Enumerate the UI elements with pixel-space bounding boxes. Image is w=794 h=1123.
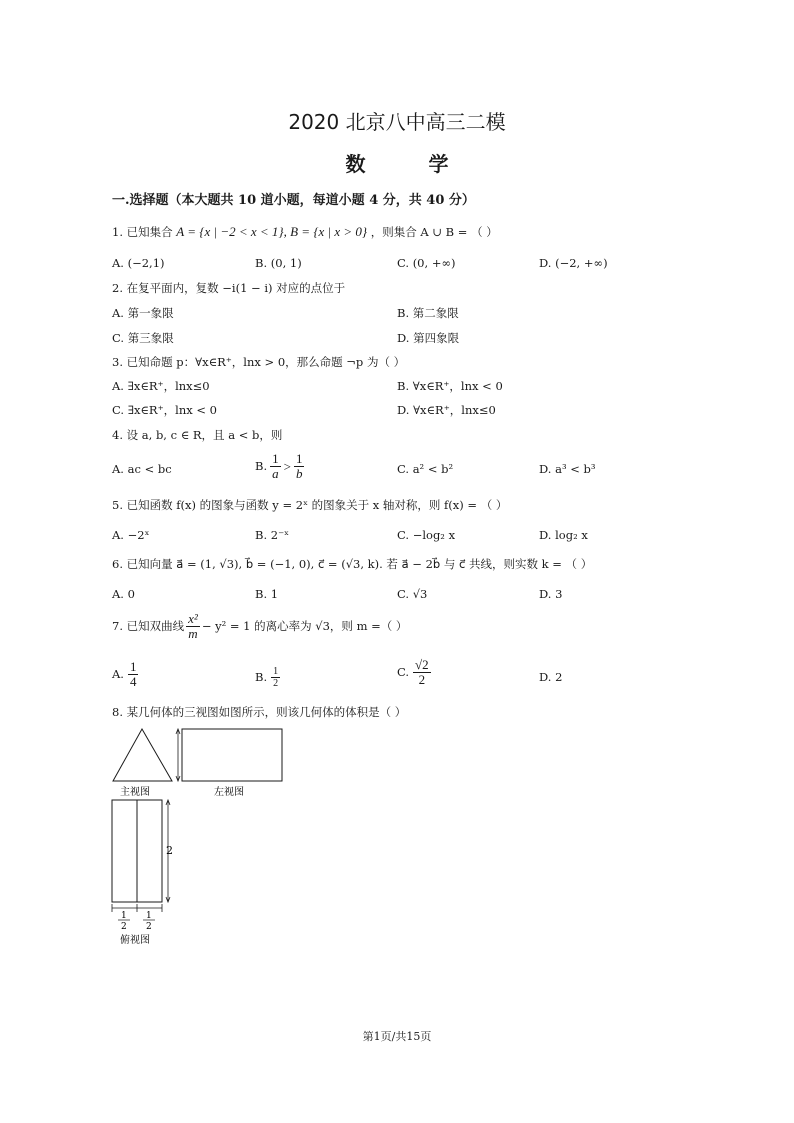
q4-option-c: C. a² < b² [397, 462, 454, 476]
question-7-prefix: 7. 已知双曲线 [112, 619, 185, 634]
q2-option-d: D. 第四象限 [397, 331, 460, 345]
q1-option-c: C. (0, +∞) [397, 256, 456, 270]
q6-option-c: C. √3 [397, 587, 428, 601]
q3-option-a: A. ∃x∈R⁺，lnx≤0 [112, 379, 210, 393]
q7-option-a-letter: A. [112, 667, 124, 682]
q4-frac-1-num: 1 [272, 451, 279, 466]
q1-option-a: A. (−2,1) [112, 256, 165, 270]
page-title: 2020 北京八中高三二模 [288, 110, 506, 134]
q7-option-b-den: 2 [273, 678, 279, 689]
question-4: 4. 设 a, b, c ∈ R，且 a < b，则 [112, 428, 283, 442]
q4-option-b [255, 452, 304, 482]
q2-option-c: C. 第三象限 [112, 331, 174, 345]
q4-option-a: A. ac < bc [112, 462, 172, 476]
question-5: 5. 已知函数 f(x) 的图象与函数 y = 2ˣ 的图象关于 x 轴对称，则 f(x) = （ ） [112, 498, 508, 512]
question-1-suffix: ，则集合 A ∪ B = （ ） [370, 225, 498, 239]
q3-option-b: B. ∀x∈R⁺，lnx < 0 [397, 379, 503, 393]
q4-frac-2 [294, 452, 305, 482]
q4-frac-1-den: a [272, 466, 279, 482]
q2-option-a: A. 第一象限 [112, 306, 174, 320]
q7-option-c-frac [413, 658, 431, 688]
question-8: 8. 某几何体的三视图如图所示，则该几何体的体积是（ ） [112, 705, 407, 719]
q1-option-d: D. (−2, +∞) [539, 256, 608, 270]
subject-title: 数 学 [345, 152, 477, 176]
q5-option-d: D. log₂ x [539, 528, 588, 542]
question-6: 6. 已知向量 a⃗ = (1, √3), b⃗ = (−1, 0), c⃗ = (√3, k). 若 a⃗ − 2b⃗ 与 c⃗ 共线，则实数 k = （ ） [112, 557, 593, 571]
question-2: 2. 在复平面内，复数 −i(1 − i) 对应的点位于 [112, 281, 346, 295]
q7-stem-frac [186, 612, 200, 642]
q4-frac-2-num: 1 [295, 451, 303, 466]
dim-half-left-den: 2 [121, 922, 127, 932]
q7-option-a-frac [128, 660, 139, 690]
q6-option-b: B. 1 [255, 587, 279, 601]
q1-option-b: B. (0, 1) [255, 256, 302, 270]
dim-half-right-num: 1 [146, 911, 152, 921]
q4-frac-1 [270, 452, 281, 482]
q7-option-b-frac [271, 666, 280, 689]
q7-option-c-letter: C. [397, 665, 410, 680]
q7-option-a [112, 660, 138, 690]
dim-half-right-den: 2 [146, 922, 152, 932]
side-view-label: 左视图 [214, 787, 244, 798]
q5-option-b: B. 2⁻ˣ [255, 528, 290, 542]
question-3: 3. 已知命题 p：∀x∈R⁺，lnx > 0，那么命题 ¬p 为（ ） [112, 355, 406, 369]
q7-option-b-num: 1 [273, 666, 279, 677]
q4-option-b-letter: B. [255, 459, 268, 474]
dim-half-left-num: 1 [121, 911, 127, 921]
question-1-prefix: 1. 已知集合 [112, 225, 173, 239]
three-view-figure [108, 726, 288, 950]
q7-option-c [397, 658, 431, 688]
q5-option-c: C. −log₂ x [397, 528, 456, 542]
q3-option-d: D. ∀x∈R⁺，lnx≤0 [397, 403, 496, 417]
q7-option-b [255, 666, 280, 689]
q7-option-a-num: 1 [129, 659, 137, 674]
top-view-label: 俯视图 [120, 935, 150, 946]
q6-option-a: A. 0 [112, 587, 135, 601]
q7-option-c-den: 2 [418, 672, 426, 688]
q4-option-d: D. a³ < b³ [539, 462, 596, 476]
question-7 [112, 612, 407, 642]
side-view-rect [182, 729, 282, 781]
q3-option-c: C. ∃x∈R⁺，lnx < 0 [112, 403, 217, 417]
question-1 [112, 225, 498, 239]
section-heading: 一.选择题（本大题共 10 道小题，每道小题 4 分，共 40 分） [112, 193, 475, 208]
q4-frac-2-den: b [295, 466, 303, 482]
page-footer: 第1页/共15页 [362, 1030, 432, 1043]
question-1-sets: A = {x | −2 < x < 1}, B = {x | x > 0} [176, 224, 368, 239]
q5-option-a: A. −2ˣ [112, 528, 150, 542]
dim-height-label: 2 [166, 844, 173, 857]
q7-option-b-letter: B. [255, 669, 268, 684]
q6-option-d: D. 3 [539, 587, 563, 601]
front-view-label: 主视图 [120, 787, 150, 798]
question-7-suffix: − y² = 1 的离心率为 √3，则 m =（ ） [201, 619, 408, 634]
q7-stem-frac-den: m [188, 626, 198, 642]
front-view-triangle [113, 729, 172, 781]
q4-rel: > [283, 459, 291, 475]
q7-option-a-den: 4 [129, 674, 137, 690]
q7-option-d: D. 2 [539, 670, 563, 684]
q7-stem-frac-num: x² [188, 611, 198, 626]
q7-option-c-num: √2 [415, 657, 429, 672]
q2-option-b: B. 第二象限 [397, 306, 459, 320]
